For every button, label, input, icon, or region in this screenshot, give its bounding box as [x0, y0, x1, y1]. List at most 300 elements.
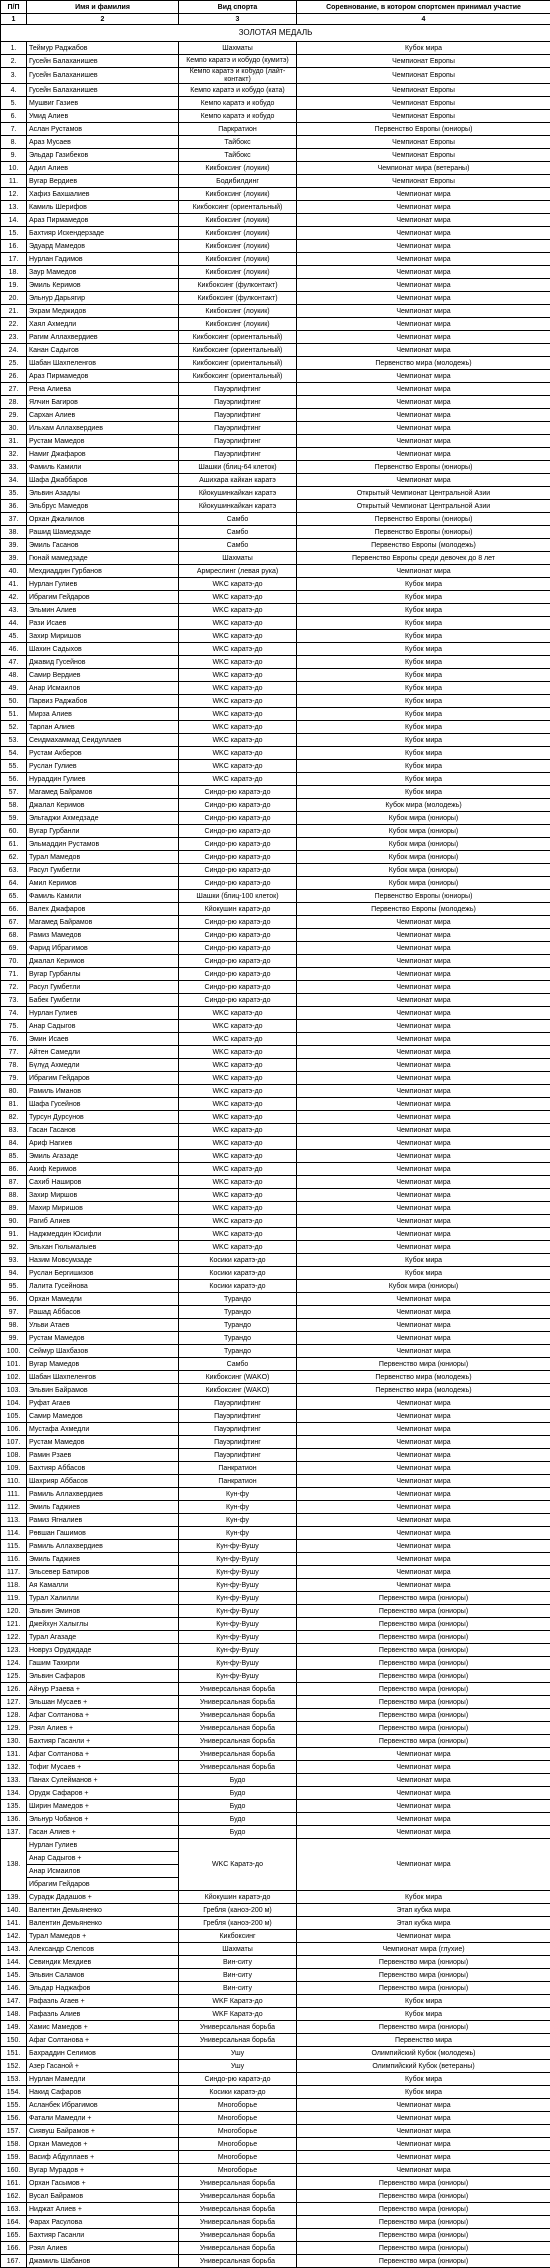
competition-name: Первенство мира (юниоры) [297, 1735, 550, 1748]
sport-name: WKC каратэ-до [179, 591, 297, 604]
table-row [1, 2125, 550, 2138]
competition-name: Чемпионат мира [297, 942, 550, 955]
sport-name: WKC каратэ-до [179, 1085, 297, 1098]
competition-name: Чемпионат мира [297, 1059, 550, 1072]
competition-name: Чемпионат мира [297, 2099, 550, 2112]
competition-name: Чемпионат Европы [297, 97, 550, 110]
sport-name: Кикбоксинг (фулконтакт) [179, 279, 297, 292]
sport-name: Кемпо каратэ и кобудо (ката) [179, 84, 297, 97]
sport-name: Кикбоксинг (лоукик) [179, 227, 297, 240]
competition-name: Чемпионат мира [297, 1813, 550, 1826]
table-row [1, 955, 550, 968]
table-row [1, 110, 550, 123]
table-row [1, 1579, 550, 1592]
competition-name: Кубок мира [297, 630, 550, 643]
sport-name: Будо [179, 1800, 297, 1813]
row-number: 86. [1, 1163, 27, 1176]
athlete-name: Бахтияр Аббасов [27, 1462, 179, 1475]
table-row [1, 1540, 550, 1553]
sport-name: Шашки (блиц-100 клеток) [179, 890, 297, 903]
row-number: 56. [1, 773, 27, 786]
table-row [1, 877, 550, 890]
sport-name: Ушу [179, 2060, 297, 2073]
athlete-name: Эльмин Алиев [27, 604, 179, 617]
athlete-name: Джалал Керимов [27, 799, 179, 812]
row-number: 74. [1, 1007, 27, 1020]
athlete-name: Эльдар Газибеков [27, 149, 179, 162]
competition-name: Чемпионат мира [297, 1085, 550, 1098]
athlete-name: Хамис Мамедов + [27, 2021, 179, 2034]
row-number: 16. [1, 240, 27, 253]
table-row [1, 1709, 550, 1722]
competition-name: Кубок мира [297, 42, 550, 55]
table-row [1, 1566, 550, 1579]
competition-name: Чемпионат мира [297, 1111, 550, 1124]
athlete-name: Бүлүд Ахмедли [27, 1059, 179, 1072]
row-number: 141. [1, 1917, 27, 1930]
athlete-name: Гюнай мамедзаде [27, 552, 179, 565]
athlete-name: Севиндик Мехдиев [27, 1956, 179, 1969]
row-number: 163. [1, 2203, 27, 2216]
sport-name: Универсальная борьба [179, 2216, 297, 2229]
competition-name: Чемпионат мира [297, 1462, 550, 1475]
sport-name: Пауэрлифтинг [179, 383, 297, 396]
table-row [1, 1384, 550, 1397]
col-number-3: 3 [179, 14, 297, 25]
table-row [1, 1592, 550, 1605]
sport-name: Универсальная борьба [179, 2021, 297, 2034]
athlete-name: Самир Вердиев [27, 669, 179, 682]
table-row [1, 526, 550, 539]
table-row [1, 214, 550, 227]
athlete-name: Джейхун Халыглы [27, 1618, 179, 1631]
row-number: 79. [1, 1072, 27, 1085]
table-row [1, 2242, 550, 2255]
row-number: 89. [1, 1202, 27, 1215]
row-number: 160. [1, 2164, 27, 2177]
athlete-name: Расул Гумбетли [27, 864, 179, 877]
competition-name: Чемпионат Европы [297, 110, 550, 123]
row-number: 18. [1, 266, 27, 279]
row-number: 95. [1, 1280, 27, 1293]
table-row [1, 1202, 550, 1215]
sport-name: Гребля (каноэ-200 м) [179, 1917, 297, 1930]
table-row [1, 1696, 550, 1709]
sport-name: Панкратион [179, 1475, 297, 1488]
table-row [1, 1930, 550, 1943]
competition-name: Чемпионат мира [297, 1410, 550, 1423]
row-number: 165. [1, 2229, 27, 2242]
competition-name: Первенство мира (юниоры) [297, 1605, 550, 1618]
sport-name: Кикбоксинг (лоукик) [179, 305, 297, 318]
table-row [1, 1527, 550, 1540]
row-number: 148. [1, 2008, 27, 2021]
table-row [1, 383, 550, 396]
competition-name: Первенство мира (молодежь) [297, 1384, 550, 1397]
competition-name: Чемпионат мира [297, 1072, 550, 1085]
athlete-name: Теймур Раджабов [27, 42, 179, 55]
competition-name: Чемпионат мира [297, 292, 550, 305]
table-row [1, 1657, 550, 1670]
table-row [1, 1670, 550, 1683]
competition-name: Первенство мира (юниоры) [297, 2177, 550, 2190]
sport-name: Пауэрлифтинг [179, 1449, 297, 1462]
sport-name: WKC каратэ-до [179, 1189, 297, 1202]
row-number: 17. [1, 253, 27, 266]
row-number: 91. [1, 1228, 27, 1241]
table-row [1, 474, 550, 487]
athlete-name: Эльхан Гюльмалыев [27, 1241, 179, 1254]
table-row [1, 890, 550, 903]
competition-name: Первенство мира (юниоры) [297, 1358, 550, 1371]
sport-name: Синдо-рю каратэ-до [179, 838, 297, 851]
competition-name: Кубок мира [297, 669, 550, 682]
row-number: 94. [1, 1267, 27, 1280]
competition-name: Чемпионат мира [297, 2112, 550, 2125]
row-number: 12. [1, 188, 27, 201]
row-number: 157. [1, 2125, 27, 2138]
sport-name: Кун-фу-Вушу [179, 1540, 297, 1553]
sport-name: Синдо-рю каратэ-до [179, 955, 297, 968]
table-row [1, 1683, 550, 1696]
competition-name: Чемпионат мира [297, 1345, 550, 1358]
sport-name: Кикбоксинг (лоукик) [179, 188, 297, 201]
athlete-name: Рэял Алиев [27, 2242, 179, 2255]
table-row [1, 448, 550, 461]
table-row [1, 1306, 550, 1319]
table-row [1, 695, 550, 708]
row-number: 142. [1, 1930, 27, 1943]
row-number: 154. [1, 2086, 27, 2099]
section-row [1, 25, 550, 42]
row-number: 25. [1, 357, 27, 370]
sport-name: Кемпо каратэ и кобудо (кумитэ) [179, 55, 297, 68]
row-number: 67. [1, 916, 27, 929]
row-number: 84. [1, 1137, 27, 1150]
table-row [1, 942, 550, 955]
table-row [1, 825, 550, 838]
athlete-name: Айнур Рзаева + [27, 1683, 179, 1696]
table-row [1, 734, 550, 747]
competition-name: Этап кубка мира [297, 1904, 550, 1917]
table-row [1, 2216, 550, 2229]
sport-name: Синдо-рю каратэ-до [179, 851, 297, 864]
competition-name: Чемпионат мира [297, 188, 550, 201]
sport-name: Универсальная борьба [179, 1709, 297, 1722]
athlete-name: Сурадж Дадашов + [27, 1891, 179, 1904]
row-number: 115. [1, 1540, 27, 1553]
table-row [1, 1241, 550, 1254]
row-number: 90. [1, 1215, 27, 1228]
athlete-name: Орхан Мамедов + [27, 2138, 179, 2151]
col-number-4: 4 [297, 14, 550, 25]
competition-name: Первенство Европы (молодежь) [297, 539, 550, 552]
competition-name: Чемпионат Европы [297, 84, 550, 97]
table-row [1, 1488, 550, 1501]
competition-name: Кубок мира (юниоры) [297, 838, 550, 851]
row-number: 32. [1, 448, 27, 461]
athlete-name: Турсун Дурсунов [27, 1111, 179, 1124]
competition-name: Первенство мира (юниоры) [297, 2021, 550, 2034]
competition-name: Кубок мира [297, 1995, 550, 2008]
table-row [1, 162, 550, 175]
sport-name: WKC каратэ-до [179, 1046, 297, 1059]
athlete-name: Шабан Шахпеленгов [27, 357, 179, 370]
row-number: 51. [1, 708, 27, 721]
row-number: 47. [1, 656, 27, 669]
athlete-name: Заур Мамедов [27, 266, 179, 279]
sport-name: Кун-фу-Вушу [179, 1644, 297, 1657]
sport-name: Универсальная борьба [179, 1722, 297, 1735]
athlete-name: Махир Миришов [27, 1202, 179, 1215]
sport-name: Кемпо каратэ и кобудо [179, 110, 297, 123]
athlete-name: Мехдиаддин Гурбанов [27, 565, 179, 578]
sport-name: WKC каратэ-до [179, 1176, 297, 1189]
competition-name: Кубок мира [297, 578, 550, 591]
athlete-name: Анар Садыгов + [27, 1852, 179, 1865]
athlete-name: Хаял Ахмедли [27, 318, 179, 331]
athlete-name: Ильхам Аллахвердиев [27, 422, 179, 435]
row-number: 61. [1, 838, 27, 851]
table-row [1, 1748, 550, 1761]
row-number: 162. [1, 2190, 27, 2203]
row-number: 150. [1, 2034, 27, 2047]
sport-name: Косики каратэ-до [179, 2086, 297, 2099]
athlete-name: Сархан Алиев [27, 409, 179, 422]
table-row [1, 1280, 550, 1293]
sport-name: Турандо [179, 1345, 297, 1358]
athlete-name: Джалал Керимов [27, 955, 179, 968]
athlete-name: Эмиль Гасанов [27, 539, 179, 552]
athlete-name: Орхан Мамедли [27, 1293, 179, 1306]
competition-name: Кубок мира (юниоры) [297, 864, 550, 877]
competition-name: Чемпионат мира [297, 981, 550, 994]
table-row [1, 1722, 550, 1735]
table-row [1, 994, 550, 1007]
sport-name: WKC каратэ-до [179, 682, 297, 695]
row-number: 114. [1, 1527, 27, 1540]
competition-name: Чемпионат мира [297, 1514, 550, 1527]
competition-name: Чемпионат мира [297, 383, 550, 396]
table-row [1, 1020, 550, 1033]
athlete-name: Рустам Мамедов [27, 1436, 179, 1449]
row-number: 111. [1, 1488, 27, 1501]
sport-name: Турандо [179, 1293, 297, 1306]
athlete-name: Араз Пирмамедов [27, 370, 179, 383]
sport-name: Кикбоксинг [179, 1930, 297, 1943]
competition-name: Открытый Чемпионат Центральной Азии [297, 487, 550, 500]
competition-name: Кубок мира [297, 617, 550, 630]
athlete-name: Анар Садыгов [27, 1020, 179, 1033]
sport-name: Пауэрлифтинг [179, 422, 297, 435]
athlete-name: Орхан Гасымов + [27, 2177, 179, 2190]
competition-name: Чемпионат мира [297, 214, 550, 227]
row-number: 98. [1, 1319, 27, 1332]
competition-name: Чемпионат мира [297, 435, 550, 448]
sport-name: Синдо-рю каратэ-до [179, 786, 297, 799]
competition-name: Кубок мира [297, 1891, 550, 1904]
row-number: 100. [1, 1345, 27, 1358]
sport-name: Косики каратэ-до [179, 1254, 297, 1267]
table-row [1, 539, 550, 552]
row-number: 11. [1, 175, 27, 188]
table-row [1, 188, 550, 201]
row-number: 159. [1, 2151, 27, 2164]
table-row [1, 435, 550, 448]
table-row [1, 851, 550, 864]
table-row [1, 2008, 550, 2021]
athlete-name: Бабек Гумбетли [27, 994, 179, 1007]
sport-name: WKC каратэ-до [179, 1007, 297, 1020]
sport-name: WKC каратэ-до [179, 604, 297, 617]
row-number: 60. [1, 825, 27, 838]
table-row [1, 1254, 550, 1267]
sport-name: Кун-фу [179, 1488, 297, 1501]
row-number: 31. [1, 435, 27, 448]
sport-name: WKC каратэ-до [179, 1033, 297, 1046]
sport-name: WKC каратэ-до [179, 669, 297, 682]
athlete-name: Рагиб Алиев [27, 1215, 179, 1228]
athlete-name: Магамед Байрамов [27, 786, 179, 799]
competition-name: Чемпионат мира [297, 1007, 550, 1020]
table-row [1, 1319, 550, 1332]
athlete-name: Фарид Ибрагимов [27, 942, 179, 955]
sport-name: Кикбоксинг (лоукик) [179, 240, 297, 253]
sport-name: WKC каратэ-до [179, 617, 297, 630]
sport-name: Косики каратэ-до [179, 1267, 297, 1280]
competition-name: Кубок мира [297, 747, 550, 760]
row-number: 38. [1, 526, 27, 539]
athlete-name: Афаг Солтанова + [27, 1748, 179, 1761]
table-row [1, 1982, 550, 1995]
row-number: 135. [1, 1800, 27, 1813]
sport-name: Синдо-рю каратэ-до [179, 877, 297, 890]
row-number: 78. [1, 1059, 27, 1072]
col-header-number: П/П [1, 1, 27, 14]
athlete-name: Захир Миришов [27, 630, 179, 643]
competition-name: Чемпионат мира [297, 1319, 550, 1332]
table-row [1, 1917, 550, 1930]
table-row [1, 396, 550, 409]
athlete-name: Эльдар Наджафов [27, 1982, 179, 1995]
sport-name: Ашихара кайкан каратэ [179, 474, 297, 487]
athlete-name: Эмиль Керимов [27, 279, 179, 292]
table-row [1, 1137, 550, 1150]
athlete-name: Ибрагим Гейдаров [27, 591, 179, 604]
sport-name: Кемпо каратэ и кобудо [179, 97, 297, 110]
competition-name: Чемпионат мира [297, 1124, 550, 1137]
table-row [1, 97, 550, 110]
competition-name: Чемпионат мира [297, 396, 550, 409]
row-number: 113. [1, 1514, 27, 1527]
table-row [1, 1150, 550, 1163]
table-row [1, 812, 550, 825]
athlete-name: Сеидмахаммад Сеидуллаев [27, 734, 179, 747]
competition-name: Чемпионат мира [297, 1020, 550, 1033]
sport-name: WKF Каратэ-до [179, 1995, 297, 2008]
competition-name: Чемпионат мира [297, 1332, 550, 1345]
table-row [1, 1826, 550, 1839]
table-row [1, 422, 550, 435]
athlete-name: Гасан Алиев + [27, 1826, 179, 1839]
sport-name: Кун-фу-Вушу [179, 1553, 297, 1566]
sport-name: Пауэрлифтинг [179, 1423, 297, 1436]
table-row [1, 617, 550, 630]
row-number: 54. [1, 747, 27, 760]
row-number: 120. [1, 1605, 27, 1618]
competition-name: Кубок мира [297, 760, 550, 773]
row-number: 68. [1, 929, 27, 942]
sport-name: Кикбоксинг (лоукик) [179, 214, 297, 227]
sport-name: WKC каратэ-до [179, 1163, 297, 1176]
row-number: 99. [1, 1332, 27, 1345]
sport-name: WKC каратэ-до [179, 1020, 297, 1033]
table-row [1, 968, 550, 981]
athlete-name: Самир Мамедов [27, 1410, 179, 1423]
row-number: 109. [1, 1462, 27, 1475]
athlete-name: Нурлан Гулиев [27, 1007, 179, 1020]
row-number: 144. [1, 1956, 27, 1969]
athlete-name: Ниджат Алиев + [27, 2203, 179, 2216]
row-number: 110. [1, 1475, 27, 1488]
row-number: 118. [1, 1579, 27, 1592]
athlete-name: Лалита Гусейнова [27, 1280, 179, 1293]
row-number: 53. [1, 734, 27, 747]
competition-name: Кубок мира [297, 721, 550, 734]
row-number: 152. [1, 2060, 27, 2073]
sport-name: Многоборье [179, 2151, 297, 2164]
sport-name: Пауэрлифтинг [179, 1410, 297, 1423]
athlete-name: Руфат Агаев [27, 1397, 179, 1410]
table-row [1, 1995, 550, 2008]
table-row [1, 2021, 550, 2034]
athlete-name: Нураддин Гулиев [27, 773, 179, 786]
row-number: 166. [1, 2242, 27, 2255]
competition-name: Первенство мира (молодежь) [297, 1371, 550, 1384]
athlete-name: Хафиз Бахшалиев [27, 188, 179, 201]
athlete-name: Валентин Демьяненко [27, 1917, 179, 1930]
sport-name: Кикбоксинг (ориентальный) [179, 201, 297, 214]
table-row [1, 604, 550, 617]
row-number: 19. [1, 279, 27, 292]
table-row [1, 929, 550, 942]
table-row [1, 149, 550, 162]
sport-name: Универсальная борьба [179, 1696, 297, 1709]
competition-name: Чемпионат мира [297, 253, 550, 266]
row-number: 102. [1, 1371, 27, 1384]
table-row [1, 123, 550, 136]
sport-name: Кун-фу-Вушу [179, 1670, 297, 1683]
table-row [1, 2203, 550, 2216]
athlete-name: Нурлан Гадимов [27, 253, 179, 266]
athlete-name: Эмиль Гаджиев [27, 1553, 179, 1566]
athlete-name: Рагим Аллахвердиев [27, 331, 179, 344]
row-number: 112. [1, 1501, 27, 1514]
sport-name: WKC каратэ-до [179, 643, 297, 656]
sport-name: Синдо-рю каратэ-до [179, 981, 297, 994]
row-number: 145. [1, 1969, 27, 1982]
athlete-name: Вугар Мурадов + [27, 2164, 179, 2177]
sport-name: Будо [179, 1787, 297, 1800]
sport-name: Кун-фу-Вушу [179, 1631, 297, 1644]
row-number: 143. [1, 1943, 27, 1956]
athlete-name: Эхрам Меджидов [27, 305, 179, 318]
sport-name: WKC Каратэ-до [179, 1839, 297, 1891]
athlete-name: Ульви Атаев [27, 1319, 179, 1332]
table-row [1, 1228, 550, 1241]
row-number: 57. [1, 786, 27, 799]
competition-name: Чемпионат мира [297, 1202, 550, 1215]
